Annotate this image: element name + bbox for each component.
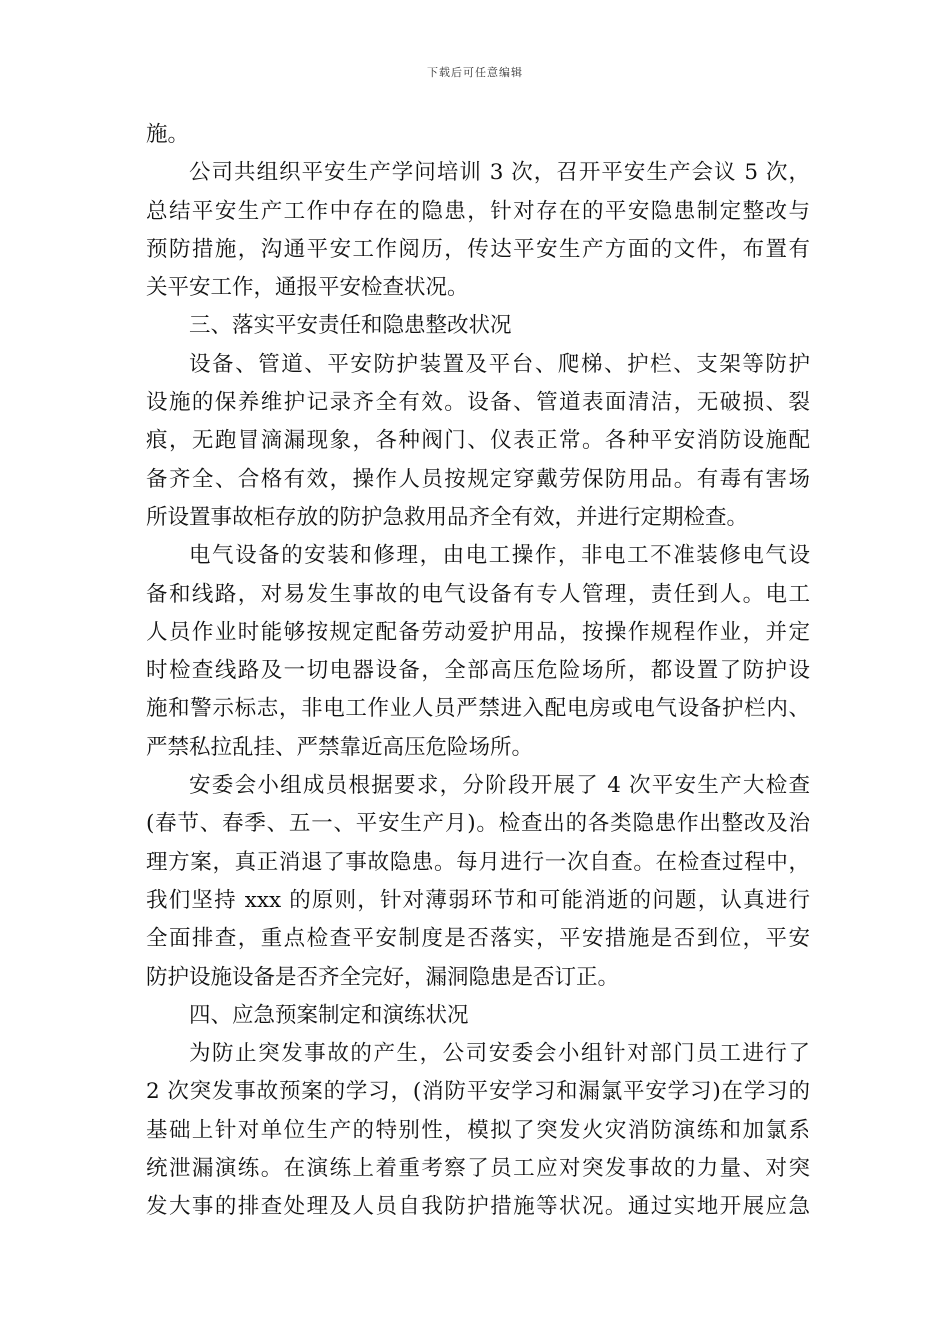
text-line: 发大事的排查处理及人员自我防护措施等状况。通过实地开展应急 (146, 1194, 810, 1220)
text-line: 备齐全、合格有效，操作人员按规定穿戴劳保防用品。有毒有害场 (146, 466, 810, 492)
text-line: 统泄漏演练。在演练上着重考察了员工应对突发事故的力量、对突 (146, 1156, 810, 1182)
text-line: 为防止突发事故的产生，公司安委会小组针对部门员工进行了 (189, 1041, 810, 1067)
text-line: 施。 (146, 122, 190, 147)
text-line: (春节、春季、五一、平安生产月)。检查出的各类隐患作出整改及治 (146, 811, 810, 837)
text-line: 人员作业时能够按规定配备劳动爱护用品，按操作规程作业，并定 (146, 619, 810, 645)
text-line: 理方案，真正消退了事故隐患。每月进行一次自查。在检查过程中， (146, 849, 810, 875)
text-line: 严禁私拉乱挂、严禁靠近高压危险场所。 (146, 734, 534, 760)
text-line: 时检查线路及一切电器设备，全部高压危险场所，都设置了防护设 (146, 658, 810, 684)
text-line: 安委会小组成员根据要求，分阶段开展了 4 次平安生产大检查 (189, 773, 810, 799)
text-line: 关平安工作，通报平安检查状况。 (146, 275, 469, 301)
text-line: 总结平安生产工作中存在的隐患，针对存在的平安隐患制定整改与 (146, 198, 810, 224)
page-header-note: 下载后可任意编辑 (427, 66, 523, 79)
text-line: 所设置事故柜存放的防护急救用品齐全有效，并进行定期检查。 (146, 504, 749, 530)
text-line: 四、应急预案制定和演练状况 (189, 1002, 469, 1028)
document-body (146, 116, 810, 1227)
text-line: 设备、管道、平安防护装置及平台、爬梯、护栏、支架等防护 (189, 351, 810, 377)
text-line: 公司共组织平安生产学问培训 3 次，召开平安生产会议 5 次， (189, 160, 810, 186)
text-line: 防护设施设备是否齐全完好，漏洞隐患是否订正。 (146, 964, 620, 990)
text-line: 预防措施，沟通平安工作阅历，传达平安生产方面的文件，布置有 (146, 236, 810, 262)
text-line: 设施的保养维护记录齐全有效。设备、管道表面清洁，无破损、裂 (146, 390, 810, 416)
text-line: 基础上针对单位生产的特别性，模拟了突发火灾消防演练和加氯系 (146, 1117, 810, 1143)
text-line: 痕，无跑冒滴漏现象，各种阀门、仪表正常。各种平安消防设施配 (146, 428, 810, 454)
text-line: 全面排查，重点检查平安制度是否落实，平安措施是否到位，平安 (146, 926, 810, 952)
text-line: 我们坚持 xxx 的原则，针对薄弱环节和可能消逝的问题，认真进行 (146, 887, 810, 913)
text-line: 电气设备的安装和修理，由电工操作，非电工不准装修电气设 (189, 543, 810, 569)
text-line: 备和线路，对易发生事故的电气设备有专人管理，责任到人。电工 (146, 581, 810, 607)
text-line: 施和警示标志，非电工作业人员严禁进入配电房或电气设备护栏内、 (146, 696, 810, 722)
text-line: 三、落实平安责任和隐患整改状况 (189, 313, 512, 339)
text-line: 2 次突发事故预案的学习，(消防平安学习和漏氯平安学习)在学习的 (146, 1079, 810, 1105)
